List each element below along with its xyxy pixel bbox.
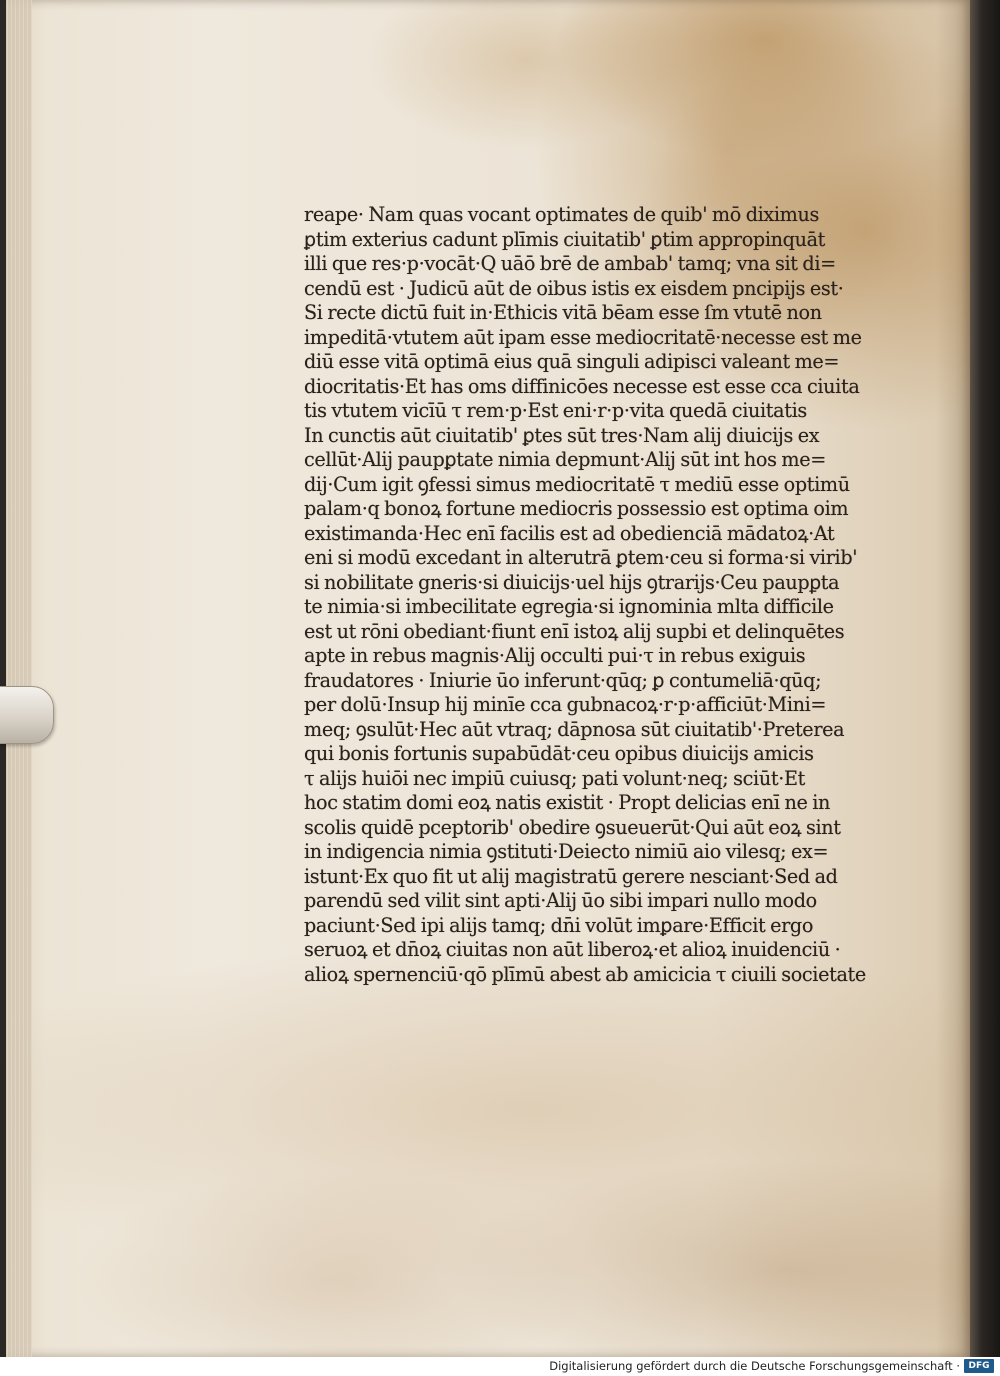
text-line: impeditā·vtutem aūt ipam esse mediocritatē·necesse est me <box>304 325 862 349</box>
text-line: In cunctis aūt ciuitatib' ꝑtes sūt tres·Nam alij diuicijs ex <box>304 423 820 447</box>
text-line: qui bonis fortunis supabūdāt·ceu opibus diuicijs amicis <box>304 742 814 765</box>
text-line: hoc statim domi eoꝝ natis existit · Propt delicias enī ne in <box>304 791 831 814</box>
text-line: palam·q bonoꝝ fortune mediocris possessio est optima oim <box>304 497 849 520</box>
text-line: diocritatis·Et has oms diffinicōes necesse est esse cca ciuita <box>304 374 860 398</box>
text-line: eni si modū excedant in alterutrā ꝑtem·ceu si forma·si virib' <box>304 546 858 569</box>
funding-credit: Digitalisierung gefördert durch die Deutsche Forschungsgemeinschaft · <box>549 1359 960 1373</box>
text-line: paciunt·Sed ipi alijs tamq; dn̄i volūt imꝑare·Efficit ergo <box>304 913 814 937</box>
text-line: dij·Cum igit ꝯfessi simus mediocritatē τ mediū esse optimū <box>304 472 850 496</box>
page-edges <box>6 0 32 1357</box>
footer-bar <box>0 1357 1000 1376</box>
text-line: si nobilitate gneris·si diuicijs·uel hijs ꝯtrarijs·Ceu paupꝑta <box>304 570 840 594</box>
text-line: per dolū·Insup hij minīe cca gubnacoꝝ·r·p·afficiūt·Mini= <box>304 693 827 716</box>
text-line: cellūt·Alij paupꝑtate nimia depmunt·Alij sūt int hos me= <box>304 448 826 471</box>
text-line: reape· Nam quas vocant optimates de quib' mō diximus <box>304 203 820 226</box>
text-line: cendū est · Judicū aūt de oibus istis ex eisdem pncipijs est· <box>304 276 844 300</box>
text-line: in indigencia nimia ꝯstituti·Deiecto nimiū aio vilesq; ex= <box>304 840 829 863</box>
dfg-logo: DFG <box>964 1359 994 1373</box>
incunable-text-block <box>304 203 866 987</box>
text-line: scolis quidē pceptorib' obedire ꝯsueuerūt·Qui aūt eoꝝ sint <box>304 815 841 839</box>
paper-clip-tab <box>0 686 54 744</box>
text-line: existimanda·Hec enī facilis est ad obedienciā mādatoꝝ·At <box>304 521 835 545</box>
text-line: alioꝝ spernenciū·qō plīmū abest ab amicicia τ ciuili societate <box>304 962 866 986</box>
text-line: Si recte dictū fuit in·Ethicis vitā bēam esse ſm vtutē non <box>304 301 822 324</box>
text-line: est ut rōni obediant·fiunt enī istoꝝ alij supbi et delinquētes <box>304 619 845 643</box>
text-line: istunt·Ex quo fit ut alij magistratū gerere nesciant·Sed ad <box>304 864 838 888</box>
text-line: diū esse vitā optimā eius quā singuli adipisci valeant me= <box>304 350 840 373</box>
text-line: ꝑtim exterius cadunt plīmis ciuitatib' ꝑtim appropinquāt <box>304 227 826 251</box>
text-line: illi que res·p·vocāt·Q uāō brē de ambab' tamq; vna sit di= <box>304 252 836 275</box>
book-binding-shadow <box>970 0 1000 1357</box>
text-line: seruoꝝ et dn̄oꝝ ciuitas non aūt liberoꝝ·et alioꝝ inuidenciū · <box>304 938 841 961</box>
paper-page <box>6 0 972 1357</box>
text-line: tis vtutem vicīū τ rem·p·Est eni·r·p·vita quedā ciuitatis <box>304 399 807 422</box>
text-line: apte in rebus magnis·Alij occulti pui·τ in rebus exiguis <box>304 644 806 667</box>
text-line: parendū sed vilit sint apti·Alij ūo sibi impari nullo modo <box>304 889 817 912</box>
text-line: fraudatores · Iniurie ūo inferunt·qūq; ꝑ contumeliā·qūq; <box>304 668 822 692</box>
text-line: meq; ꝯsulūt·Hec aūt vtraq; dāpnosa sūt ciuitatib'·Preterea <box>304 717 845 741</box>
text-line: te nimia·si imbecilitate egregia·si ignominia mlta difficile <box>304 595 834 618</box>
text-line: τ alijs huiōi nec impiū cuiusq; pati volunt·neq; sciūt·Et <box>304 766 805 790</box>
